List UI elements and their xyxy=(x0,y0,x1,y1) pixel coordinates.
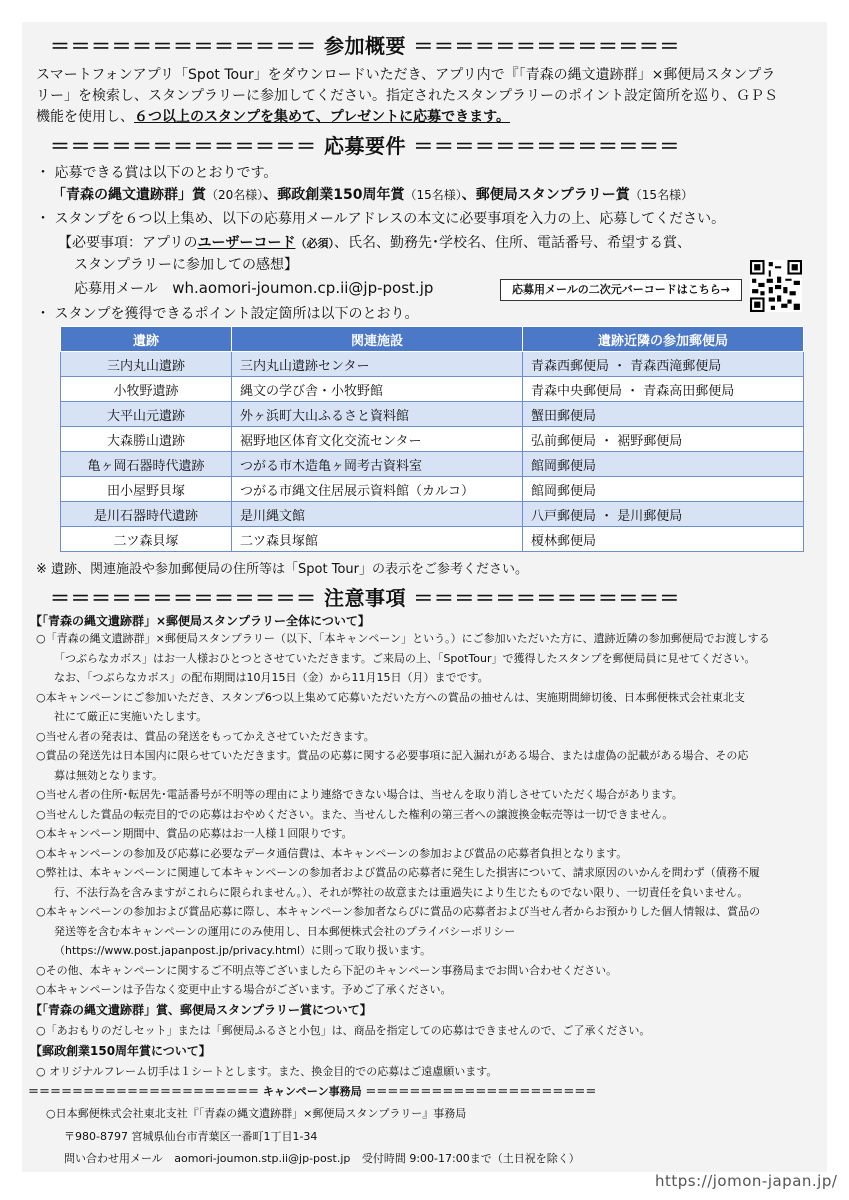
note-line: ○「青森の縄文遺跡群」×郵便局スタンプラリー（以下、「本キャンペーン」という。）にご参加いただいた方に、遺跡近隣の参加郵便局でお渡しする xyxy=(36,632,770,645)
col-header-post-office: 遺跡近隣の参加郵便局 xyxy=(523,327,804,352)
facility-cell: 二ツ森貝塚館 xyxy=(232,527,523,552)
overview-line-2: リー」を検索し、スタンプラリーに参加してください。指定されたスタンプラリーのポイント設定箇所を巡り、ＧＰＳ xyxy=(36,88,778,104)
required-items xyxy=(58,232,691,252)
prize-sep-1: 、 xyxy=(263,187,278,203)
note-line: 行、不法行為を含みますがこれらに限られません。）、それが弊社の故意または重過失により生じたものでない限り、一切責任を負いません。 xyxy=(54,886,749,899)
flyer-page xyxy=(22,22,827,1172)
facility-cell: つがる市縄文住居展示資料館（カルコ） xyxy=(232,477,523,502)
table-row xyxy=(61,477,804,502)
note-line: ○本キャンペーンにご参加いただき、スタンプ6つ以上集めて応募いただいた方への賞品の抽せんは、実施期間締切後、日本郵便株式会社東北支 xyxy=(36,691,745,704)
office-name: ○日本郵便株式会社東北支社『「青森の縄文遺跡群」×郵便局スタンプラリー』事務局 xyxy=(46,1107,467,1120)
note-line: ○賞品の発送先は日本国内に限らせていただきます。賞品の応募に関する必要事項に記入漏れがある場合、または虚偽の記載がある場合、その応 xyxy=(36,749,749,762)
required-items-line-2: スタンプラリーに参加しての感想】 xyxy=(74,257,298,273)
prize-1: 「青森の縄文遺跡群」賞 xyxy=(52,187,206,203)
table-row xyxy=(61,402,804,427)
note-line: 発送等を含む本キャンペーンの運用にのみ使用し、日本郵便株式会社のプライバシーポリシー xyxy=(54,925,516,938)
table-note: ※ 遺跡、関連施設や参加郵便局の住所等は「Spot Tour」の表示をご参考ください。 xyxy=(36,562,528,577)
user-code: ユーザーコード xyxy=(197,235,296,251)
overview-line-1: スマートフォンアプリ「Spot Tour」をダウンロードいただき、アプリ内で『「青森の縄文遺跡群」×郵便局スタンプラ xyxy=(36,67,776,83)
facility-cell: 外ヶ浜町大山ふるさと資料館 xyxy=(232,402,523,427)
table-row xyxy=(61,502,804,527)
site-cell: 三内丸山遺跡 xyxy=(61,352,232,377)
notes-section-1-title: 【「青森の縄文遺跡群」×郵便局スタンプラリー全体について】 xyxy=(30,614,370,628)
notes-section-2-title: 【「青森の縄文遺跡群」賞、郵便局スタンプラリー賞について】 xyxy=(30,1003,372,1017)
note-line: （https://www.post.japanpost.jp/privacy.html）に則って取り扱います。 xyxy=(54,944,432,957)
required-mark: （必須） xyxy=(295,237,334,250)
post-office-cell: 弘前郵便局 ・ 裾野郵便局 xyxy=(523,427,804,452)
req-bullet-3: ・ スタンプを獲得できるポイント設定箇所は以下のとおり。 xyxy=(36,306,419,322)
site-cell: 大平山元遺跡 xyxy=(61,402,232,427)
qr-code[interactable] xyxy=(750,260,802,312)
req-bullet-2: ・ スタンプを６つ以上集め、以下の応募用メールアドレスの本文に必要事項を入力の上、応募してください。 xyxy=(36,211,726,227)
facility-cell: 是川縄文館 xyxy=(232,502,523,527)
overview-line-3 xyxy=(36,106,510,126)
site-cell: 亀ヶ岡石器時代遺跡 xyxy=(61,452,232,477)
prize-3: 郵便局スタンプラリー賞 xyxy=(475,187,630,203)
facility-cell: 縄文の学び舎・小牧野館 xyxy=(232,377,523,402)
requirements-header: ＝＝＝＝＝＝＝＝＝＝＝＝＝ 応募要件 ＝＝＝＝＝＝＝＝＝＝＝＝＝ xyxy=(50,134,680,158)
site-cell: 田小屋野貝塚 xyxy=(61,477,232,502)
post-office-cell: 館岡郵便局 xyxy=(523,477,804,502)
required-prefix: 【必要事項：アプリの xyxy=(58,235,198,251)
notes-section-3-line: ○ オリジナルフレーム切手は１シートとします。また、換金目的での応募はご遠慮願います。 xyxy=(36,1065,498,1078)
note-line: ○その他、本キャンペーンに関するご不明点等ございましたら下記のキャンペーン事務局までお問い合わせください。 xyxy=(36,964,618,977)
note-line: ○当せんした賞品の転売目的での応募はおやめください。また、当せんした権利の第三者への譲渡換金転売等は一切できません。 xyxy=(36,808,674,821)
note-line: ○本キャンペーンの参加および賞品応募に際し、本キャンペーン参加者ならびに賞品の応募者および当せん者からお預かりした個人情報は、賞品の xyxy=(36,905,761,918)
notes-section-3-title: 【郵政創業150周年賞について】 xyxy=(30,1044,211,1058)
overview-line-3-prefix: 機能を使用し、 xyxy=(36,109,134,125)
prize-2: 郵政創業150周年賞 xyxy=(277,187,405,203)
table-row xyxy=(61,352,804,377)
table-row xyxy=(61,427,804,452)
overview-emphasis: ６つ以上のスタンプを集めて、プレゼントに応募できます。 xyxy=(134,109,511,125)
qr-label: 応募用メールの二次元バーコードはこちら→ xyxy=(500,279,742,301)
site-table xyxy=(60,326,804,552)
note-line: ○当せん者の住所･転居先･電話番号が不明等の理由により連絡できない場合は、当せんを取り消しさせていただく場合があります。 xyxy=(36,788,683,801)
office-hours: 受付時間 9:00-17:00まで（土日祝を除く） xyxy=(361,1152,580,1165)
note-line: ○本キャンペーンは予告なく変更中止する場合がございます。予めご了承ください。 xyxy=(36,983,452,996)
office-address: 〒980-8797 宮城県仙台市青葉区一番町1丁目1-34 xyxy=(64,1130,318,1143)
site-cell: 是川石器時代遺跡 xyxy=(61,502,232,527)
facility-cell: つがる市木造亀ヶ岡考古資料室 xyxy=(232,452,523,477)
note-line: ○本キャンペーン期間中、賞品の応募はお一人様１回限りです。 xyxy=(36,827,353,840)
post-office-cell: 青森西郵便局 ・ 青森西滝郵便局 xyxy=(523,352,804,377)
prize-list xyxy=(52,184,693,204)
overview-header: ＝＝＝＝＝＝＝＝＝＝＝＝＝ 参加概要 ＝＝＝＝＝＝＝＝＝＝＝＝＝ xyxy=(50,34,680,58)
site-cell: 二ツ森貝塚 xyxy=(61,527,232,552)
post-office-cell: 館岡郵便局 xyxy=(523,452,804,477)
table-row xyxy=(61,527,804,552)
note-line: ○本キャンペーンの参加及び応募に必要なデータ通信費は、本キャンペーンの参加および賞品の応募者負担となります。 xyxy=(36,847,628,860)
post-office-cell: 榎林郵便局 xyxy=(523,527,804,552)
facility-cell: 三内丸山遺跡センター xyxy=(232,352,523,377)
prize-2-count: （15名様） xyxy=(404,188,462,202)
footer-url[interactable]: https://jomon-japan.jp/ xyxy=(655,1172,838,1190)
site-cell: 大森勝山遺跡 xyxy=(61,427,232,452)
table-row xyxy=(61,377,804,402)
mail-address[interactable]: wh.aomori-joumon.cp.ii@jp-post.jp xyxy=(172,279,434,297)
prize-1-count: （20名様） xyxy=(206,188,264,202)
facility-cell: 裾野地区体育文化交流センター xyxy=(232,427,523,452)
note-line: ○弊社は、本キャンペーンに関連して本キャンペーンの参加者および賞品の応募者に発生した損害について、請求原因のいかんを問わず（債務不履 xyxy=(36,866,760,879)
req-bullet-1: ・ 応募できる賞は以下のとおりです。 xyxy=(36,165,278,181)
note-line: 募は無効となります。 xyxy=(54,769,164,782)
post-office-cell: 蟹田郵便局 xyxy=(523,402,804,427)
office-header: ＝＝＝＝＝＝＝＝＝＝＝＝＝＝＝＝＝＝＝＝＝ キャンペーン事務局 ＝＝＝＝＝＝＝＝＝＝＝＝＝＝＝＝＝＝＝＝＝ xyxy=(28,1085,597,1098)
table-row xyxy=(61,452,804,477)
mail-label: 応募用メール xyxy=(74,281,158,297)
notes-header: ＝＝＝＝＝＝＝＝＝＝＝＝＝ 注意事項 ＝＝＝＝＝＝＝＝＝＝＝＝＝ xyxy=(50,586,680,610)
note-line: なお、「つぶらなカボス」の配布期間は10月15日（金）から11月15日（月）までです。 xyxy=(54,671,489,684)
required-rest: 、氏名、勤務先･学校名、住所、電話番号、希望する賞、 xyxy=(333,235,691,251)
contact-email[interactable]: aomori-joumon.stp.ii@jp-post.jp xyxy=(174,1152,351,1165)
prize-3-count: （15名様） xyxy=(629,188,694,202)
site-cell: 小牧野遺跡 xyxy=(61,377,232,402)
note-line: 「つぶらなカボス」はお一人様おひとつとさせていただきます。ご来局の上、「SpotTour」で獲得したスタンプを郵便局員に見せてください。 xyxy=(54,652,756,665)
application-mail-row xyxy=(74,278,433,298)
prize-sep-2: 、 xyxy=(461,187,476,203)
post-office-cell: 八戸郵便局 ・ 是川郵便局 xyxy=(523,502,804,527)
note-line: 社にて厳正に実施いたします。 xyxy=(54,710,208,723)
notes-section-2-line: ○「あおもりのだしセット」または「郵便局ふるさと小包」は、商品を指定しての応募はできませんので、ご了承ください。 xyxy=(36,1024,651,1037)
office-contact-row xyxy=(64,1150,580,1166)
post-office-cell: 青森中央郵便局 ・ 青森高田郵便局 xyxy=(523,377,804,402)
note-line: ○当せん者の発表は、賞品の発送をもってかえさせていただきます。 xyxy=(36,730,375,743)
table-header-row xyxy=(61,327,804,352)
col-header-site: 遺跡 xyxy=(61,327,232,352)
contact-label: 問い合わせ用メール xyxy=(64,1152,163,1165)
col-header-facility: 関連施設 xyxy=(232,327,523,352)
